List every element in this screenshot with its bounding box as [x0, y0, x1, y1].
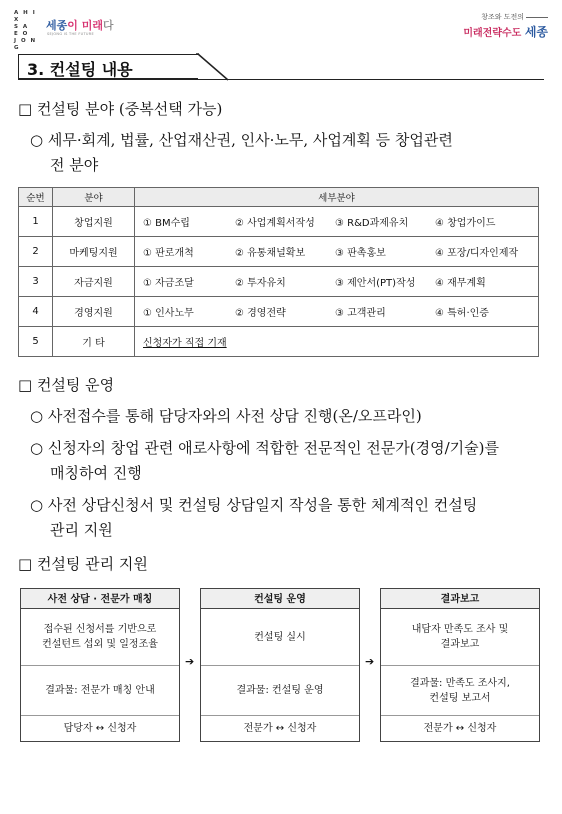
operation-heading: □ 컨설팅 운영	[18, 376, 115, 394]
operation-bullet-3-cont: 관리 지원	[50, 521, 113, 539]
slogan-top: 창조와 도전의	[481, 13, 524, 21]
flow-box-matching: 사전 상담 · 전문가 매칭 접수된 신청서를 기반으로 컨설턴트 섭외 및 일정조율 결과물: 전문가 매칭 안내 담당자 ↔ 신청자	[20, 588, 180, 742]
table-row: 4 경영지원 ① 인사노무 ② 경영전략 ③ 고객관리 ④ 특허·인증	[19, 297, 539, 327]
section-title-box	[18, 54, 198, 80]
management-heading: □ 컨설팅 관리 지원	[18, 555, 148, 573]
table-row: 5 기 타 신청자가 직접 기재	[19, 327, 539, 357]
flow-arrow-icon: ➔	[365, 655, 375, 668]
col-header-detail: 세부분야	[135, 188, 539, 207]
flow-box-operation: 컨설팅 운영 컨설팅 실시 결과물: 컨설팅 운영 전문가 ↔ 신청자	[200, 588, 360, 742]
sejong-letter-grid: A H I X S A E O J O N G	[14, 10, 37, 51]
flow-box-title: 컨설팅 운영	[200, 588, 360, 609]
operation-bullet-3: ○ 사전 상담신청서 및 컨설팅 상담일지 작성을 통한 체계적인 컨설팅	[30, 496, 478, 514]
city-slogan	[436, 12, 548, 40]
brand-text: 세종이 미래다	[46, 19, 114, 32]
field-bullet-cont: 전 분야	[50, 156, 99, 174]
table-row: 3 자금지원 ① 자금조달 ② 투자유치 ③ 제안서(PT)작성 ④ 재무계획	[19, 267, 539, 297]
slogan-main: 미래전략수도	[463, 28, 522, 39]
section-title: 3. 컨설팅 내용	[27, 60, 133, 79]
operation-bullet-2-cont: 매칭하여 진행	[50, 464, 142, 482]
consulting-field-table	[18, 187, 539, 357]
operation-bullet-1: ○ 사전접수를 통해 담당자와의 사전 상담 진행(온/오프라인)	[30, 407, 422, 425]
brand-subtitle: SEJONG IS THE FUTURE	[47, 32, 95, 36]
flow-box-report: 결과보고 내담자 만족도 조사 및 결과보고 결과물: 만족도 조사지, 컨설팅 보고서 전문가 ↔ 신청자	[380, 588, 540, 742]
other-note: 신청자가 직접 기재	[143, 338, 227, 349]
table-row: 1 창업지원 ① BM수립 ② 사업계획서작성 ③ R&D과제유치 ④ 창업가이드	[19, 207, 539, 237]
flow-box-title: 결과보고	[380, 588, 540, 609]
section-title-slant	[196, 53, 230, 81]
field-heading: □ 컨설팅 분야 (중복선택 가능)	[18, 100, 223, 118]
col-header-no: 순번	[19, 188, 53, 207]
flow-arrow-icon: ➔	[185, 655, 195, 668]
operation-bullet-2: ○ 신청자의 창업 관련 애로사항에 적합한 전문적인 전문가(경영/기술)를	[30, 439, 499, 457]
table-row: 2 마케팅지원 ① 판로개척 ② 유통채널확보 ③ 판촉홍보 ④ 포장/디자인제작	[19, 237, 539, 267]
field-bullet: ○ 세무·회계, 법률, 산업재산권, 인사·노무, 사업계획 등 창업관련	[30, 131, 453, 149]
col-header-field: 분야	[53, 188, 135, 207]
section-underline	[18, 79, 544, 80]
slogan-city: 세종	[524, 25, 548, 39]
table-header-row	[19, 188, 539, 207]
flow-box-title: 사전 상담 · 전문가 매칭	[20, 588, 180, 609]
sejong-logo	[14, 10, 134, 51]
